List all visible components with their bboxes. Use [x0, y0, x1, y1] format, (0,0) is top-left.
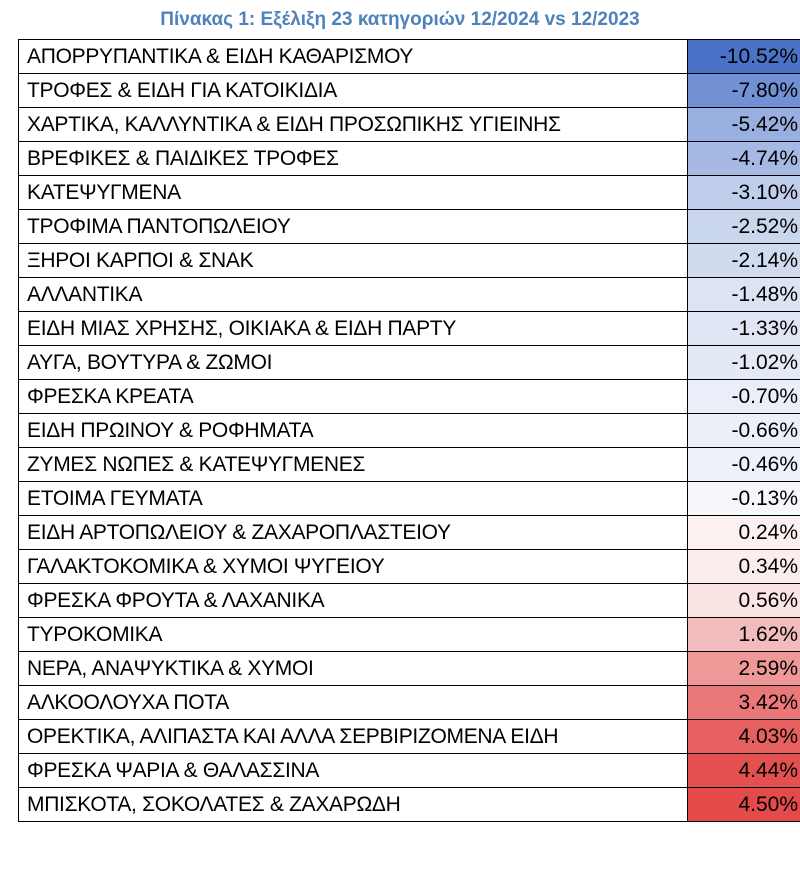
change-value-cell: -1.33% [688, 312, 800, 346]
category-table-body [19, 40, 800, 822]
change-value-cell: -0.13% [688, 482, 800, 516]
category-name-cell: ΑΛΚΟΟΛΟΥΧΑ ΠΟΤΑ [19, 686, 688, 720]
category-name-cell: ΤΥΡΟΚΟΜΙΚΑ [19, 618, 688, 652]
change-value-cell: -0.70% [688, 380, 800, 414]
category-name-cell: ΝΕΡΑ, ΑΝΑΨΥΚΤΙΚΑ & ΧΥΜΟΙ [19, 652, 688, 686]
table-row [19, 550, 800, 584]
category-name-cell: ΚΑΤΕΨΥΓΜΕΝΑ [19, 176, 688, 210]
change-value-cell: -3.10% [688, 176, 800, 210]
category-name-cell: ΦΡΕΣΚΑ ΨΑΡΙΑ & ΘΑΛΑΣΣΙΝΑ [19, 754, 688, 788]
category-name-cell: ΖΥΜΕΣ ΝΩΠΕΣ & ΚΑΤΕΨΥΓΜΕΝΕΣ [19, 448, 688, 482]
table-title: Πίνακας 1: Εξέλιξη 23 κατηγοριών 12/2024 vs 12/2023 [160, 9, 640, 30]
table-row [19, 74, 800, 108]
category-name-cell: ΜΠΙΣΚΟΤΑ, ΣΟΚΟΛΑΤΕΣ & ΖΑΧΑΡΩΔΗ [19, 788, 688, 822]
table-row [19, 108, 800, 142]
change-value-cell: 4.03% [688, 720, 800, 754]
change-value-cell: -2.52% [688, 210, 800, 244]
change-value-cell: -4.74% [688, 142, 800, 176]
category-name-cell: ΧΑΡΤΙΚΑ, ΚΑΛΛΥΝΤΙΚΑ & ΕΙΔΗ ΠΡΟΣΩΠΙΚΗΣ ΥΓΙΕΙΝΗΣ [19, 108, 688, 142]
change-value-cell: -10.52% [688, 40, 800, 74]
change-value-cell: 1.62% [688, 618, 800, 652]
table-row [19, 686, 800, 720]
category-table [18, 39, 800, 822]
table-row [19, 176, 800, 210]
change-value-cell: 0.24% [688, 516, 800, 550]
change-value-cell: -0.46% [688, 448, 800, 482]
table-row [19, 244, 800, 278]
table-row [19, 516, 800, 550]
table-row [19, 788, 800, 822]
table-row [19, 414, 800, 448]
table-row [19, 40, 800, 74]
table-row [19, 210, 800, 244]
table-row [19, 720, 800, 754]
category-name-cell: ΓΑΛΑΚΤΟΚΟΜΙΚΑ & ΧΥΜΟΙ ΨΥΓΕΙΟΥ [19, 550, 688, 584]
table-row [19, 278, 800, 312]
category-name-cell: ΕΙΔΗ ΜΙΑΣ ΧΡΗΣΗΣ, ΟΙΚΙΑΚΑ & ΕΙΔΗ ΠΑΡΤΥ [19, 312, 688, 346]
category-name-cell: ΕΙΔΗ ΑΡΤΟΠΩΛΕΙΟΥ & ΖΑΧΑΡΟΠΛΑΣΤΕΙΟΥ [19, 516, 688, 550]
change-value-cell: -2.14% [688, 244, 800, 278]
change-value-cell: -0.66% [688, 414, 800, 448]
category-name-cell: ΑΥΓΑ, ΒΟΥΤΥΡΑ & ΖΩΜΟΙ [19, 346, 688, 380]
category-name-cell: ΦΡΕΣΚΑ ΚΡΕΑΤΑ [19, 380, 688, 414]
change-value-cell: 0.56% [688, 584, 800, 618]
table-row [19, 584, 800, 618]
table-row [19, 380, 800, 414]
table-row [19, 618, 800, 652]
change-value-cell: 2.59% [688, 652, 800, 686]
change-value-cell: -1.02% [688, 346, 800, 380]
table-row [19, 448, 800, 482]
category-name-cell: ΤΡΟΦΙΜΑ ΠΑΝΤΟΠΩΛΕΙΟΥ [19, 210, 688, 244]
table-row [19, 312, 800, 346]
change-value-cell: 4.50% [688, 788, 800, 822]
table-row [19, 482, 800, 516]
category-name-cell: ΒΡΕΦΙΚΕΣ & ΠΑΙΔΙΚΕΣ ΤΡΟΦΕΣ [19, 142, 688, 176]
change-value-cell: 3.42% [688, 686, 800, 720]
change-value-cell: 0.34% [688, 550, 800, 584]
table-row [19, 142, 800, 176]
category-name-cell: ΕΤΟΙΜΑ ΓΕΥΜΑΤΑ [19, 482, 688, 516]
category-name-cell: ΟΡΕΚΤΙΚΑ, ΑΛΙΠΑΣΤΑ ΚΑΙ ΑΛΛΑ ΣΕΡΒΙΡΙΖΟΜΕΝΑ ΕΙΔΗ [19, 720, 688, 754]
change-value-cell: 4.44% [688, 754, 800, 788]
table-row [19, 754, 800, 788]
table-row [19, 652, 800, 686]
category-name-cell: ΦΡΕΣΚΑ ΦΡΟΥΤΑ & ΛΑΧΑΝΙΚΑ [19, 584, 688, 618]
change-value-cell: -5.42% [688, 108, 800, 142]
change-value-cell: -7.80% [688, 74, 800, 108]
category-name-cell: ΑΠΟΡΡΥΠΑΝΤΙΚΑ & ΕΙΔΗ ΚΑΘΑΡΙΣΜΟΥ [19, 40, 688, 74]
category-name-cell: ΤΡΟΦΕΣ & ΕΙΔΗ ΓΙΑ ΚΑΤΟΙΚΙΔΙΑ [19, 74, 688, 108]
change-value-cell: -1.48% [688, 278, 800, 312]
table-row [19, 346, 800, 380]
category-name-cell: ΑΛΛΑΝΤΙΚΑ [19, 278, 688, 312]
category-name-cell: ΕΙΔΗ ΠΡΩΙΝΟΥ & ΡΟΦΗΜΑΤΑ [19, 414, 688, 448]
category-name-cell: ΞΗΡΟΙ ΚΑΡΠΟΙ & ΣΝΑΚ [19, 244, 688, 278]
